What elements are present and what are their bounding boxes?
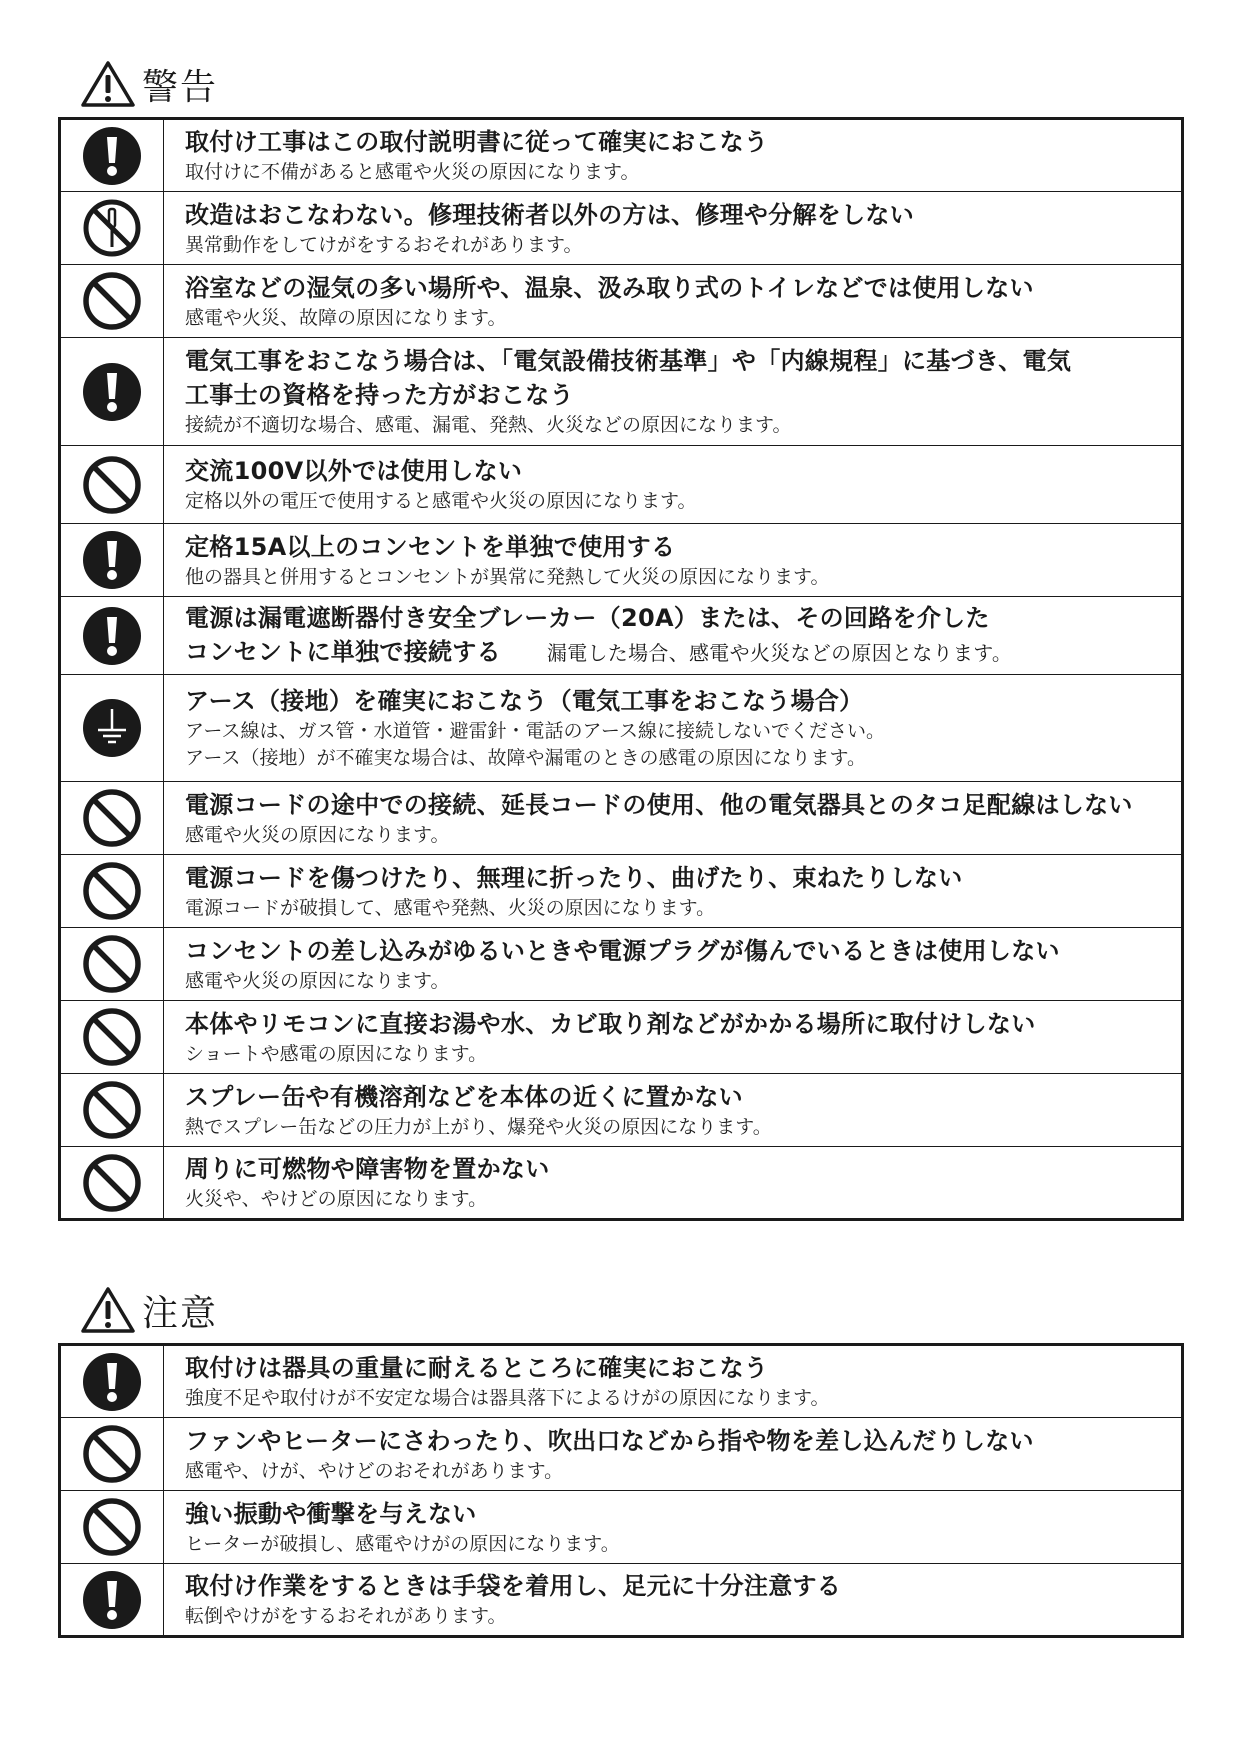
caution-text <box>164 1564 1183 1637</box>
caution-heading-line: 取付けは器具の重量に耐えるところに確実におこなう <box>185 1354 769 1382</box>
warning-heading-line: コンセントに単独で接続する 漏電した場合、感電や火災などの原因となります。 <box>185 638 1013 666</box>
warning-text <box>164 119 1183 192</box>
caution-table <box>58 1343 1184 1638</box>
warning-row <box>60 1147 1183 1220</box>
warning-row <box>60 928 1183 1001</box>
caution-heading-line: 強い振動や衝撃を与えない <box>185 1499 477 1528</box>
warning-heading-line: スプレー缶や有機溶剤などを本体の近くに置かない <box>185 1082 743 1111</box>
caution-heading-line: 取付け作業をするときは手袋を着用し、足元に十分注意する <box>185 1572 842 1600</box>
prohibited-icon <box>60 855 164 928</box>
warning-heading-line: 改造はおこなわない。修理技術者以外の方は、修理や分解をしない <box>185 200 914 229</box>
warning-heading-line: 本体やリモコンに直接お湯や水、カビ取り剤などがかかる場所に取付けしない <box>185 1009 1036 1038</box>
warning-note: 電源コードが破損して、感電や発熱、火災の原因になります。 <box>185 896 716 919</box>
mandatory-icon <box>60 119 164 192</box>
mandatory-icon <box>60 1564 164 1637</box>
warning-title: 警告 <box>142 66 219 108</box>
mandatory-icon <box>60 1345 164 1418</box>
warning-heading <box>80 54 218 114</box>
warning-heading-line: 浴室などの湿気の多い場所や、温泉、汲み取り式のトイレなどでは使用しない <box>185 273 1034 302</box>
warning-row <box>60 675 1183 782</box>
prohibited-icon <box>60 1074 164 1147</box>
warning-heading-line: アース（接地）を確実におこなう（電気工事をおこなう場合） <box>185 687 864 715</box>
warning-note: 定格以外の電圧で使用すると感電や火災の原因になります。 <box>185 490 697 512</box>
warning-row <box>60 192 1183 265</box>
warning-note: 他の器具と併用するとコンセントが異常に発熱して火災の原因になります。 <box>185 565 830 588</box>
warning-heading-line: コンセントの差し込みがゆるいときや電源プラグが傷んでいるときは使用しない <box>185 936 1060 965</box>
warning-row <box>60 524 1183 597</box>
warning-note: 異常動作をしてけがをするおそれがあります。 <box>185 233 583 256</box>
warning-row <box>60 597 1183 675</box>
warning-note: 取付けに不備があると感電や火災の原因になります。 <box>185 161 640 183</box>
warning-heading-line: 工事士の資格を持った方がおこなう <box>185 381 574 409</box>
warning-heading-line: 電源コードを傷つけたり、無理に折ったり、曲げたり、束ねたりしない <box>185 863 963 892</box>
warning-heading-line: 電源は漏電遮断器付き安全ブレーカー（20A）または、その回路を介した <box>185 604 990 632</box>
warning-text <box>164 338 1183 446</box>
warning-heading-line: 定格15A以上のコンセントを単独で使用する <box>185 532 676 561</box>
prohibited-icon <box>60 265 164 338</box>
warning-row <box>60 782 1183 855</box>
warning-row <box>60 338 1183 446</box>
warning-note: 感電や火災の原因になります。 <box>185 823 450 846</box>
caution-heading-line: ファンやヒーターにさわったり、吹出口などから指や物を差し込んだりしない <box>185 1426 1034 1455</box>
prohibited-icon <box>60 928 164 1001</box>
warning-text <box>164 446 1183 524</box>
warning-triangle-icon <box>80 59 136 109</box>
warning-text <box>164 265 1183 338</box>
warning-text <box>164 524 1183 597</box>
no-disassembly-icon <box>60 192 164 265</box>
warning-text <box>164 675 1183 782</box>
caution-triangle-icon <box>80 1285 136 1335</box>
caution-text <box>164 1345 1183 1418</box>
mandatory-icon <box>60 524 164 597</box>
mandatory-icon <box>60 597 164 675</box>
caution-note: 強度不足や取付けが不安定な場合は器具落下によるけがの原因になります。 <box>185 1387 830 1409</box>
warning-note: 火災や、やけどの原因になります。 <box>185 1188 488 1210</box>
warning-row <box>60 119 1183 192</box>
warning-note: ショートや感電の原因になります。 <box>185 1042 488 1065</box>
caution-row <box>60 1564 1183 1637</box>
warning-inline-note: 漏電した場合、感電や火災などの原因となります。 <box>546 641 1013 665</box>
caution-row <box>60 1491 1183 1564</box>
warning-note: 接続が不適切な場合、感電、漏電、発熱、火災などの原因になります。 <box>185 414 792 436</box>
warning-note: 感電や火災、故障の原因になります。 <box>185 306 507 329</box>
warning-text <box>164 597 1183 675</box>
prohibited-icon <box>60 1001 164 1074</box>
warning-row <box>60 1074 1183 1147</box>
warning-heading-line: 交流100V以外では使用しない <box>185 457 523 485</box>
warning-row <box>60 265 1183 338</box>
caution-note: 感電や、けが、やけどのおそれがあります。 <box>185 1459 564 1482</box>
warning-text <box>164 855 1183 928</box>
warning-heading-line: 取付け工事はこの取付説明書に従って確実におこなう <box>185 128 769 156</box>
warning-row <box>60 446 1183 524</box>
caution-title: 注意 <box>142 1292 219 1334</box>
warning-heading-line: 周りに可燃物や障害物を置かない <box>185 1155 550 1183</box>
caution-text <box>164 1491 1183 1564</box>
warning-note: 熱でスプレー缶などの圧力が上がり、爆発や火災の原因になります。 <box>185 1115 772 1138</box>
warning-text <box>164 192 1183 265</box>
ground-icon <box>60 675 164 782</box>
warning-note: 感電や火災の原因になります。 <box>185 969 450 992</box>
warning-text <box>164 1001 1183 1074</box>
prohibited-icon <box>60 782 164 855</box>
warning-text <box>164 1147 1183 1220</box>
prohibited-icon <box>60 1147 164 1220</box>
prohibited-icon <box>60 446 164 524</box>
warning-note: アース（接地）が不確実な場合は、故障や漏電のときの感電の原因になります。 <box>185 747 866 769</box>
prohibited-icon <box>60 1491 164 1564</box>
warning-table <box>58 117 1184 1221</box>
warning-text <box>164 782 1183 855</box>
caution-note: ヒーターが破損し、感電やけがの原因になります。 <box>185 1532 620 1555</box>
warning-row <box>60 855 1183 928</box>
prohibited-icon <box>60 1418 164 1491</box>
warning-note: アース線は、ガス管・水道管・避雷針・電話のアース線に接続しないでください。 <box>185 720 885 742</box>
warning-heading-line: 電気工事をおこなう場合は、「電気設備技術基準」や「内線規程」に基づき、電気 <box>185 347 1072 375</box>
caution-note: 転倒やけがをするおそれがあります。 <box>185 1605 507 1627</box>
mandatory-icon <box>60 338 164 446</box>
warning-heading-line: 電源コードの途中での接続、延長コードの使用、他の電気器具とのタコ足配線はしない <box>185 790 1133 819</box>
caution-row <box>60 1418 1183 1491</box>
warning-text <box>164 928 1183 1001</box>
warning-text <box>164 1074 1183 1147</box>
caution-text <box>164 1418 1183 1491</box>
caution-heading <box>80 1280 218 1340</box>
warning-row <box>60 1001 1183 1074</box>
caution-row <box>60 1345 1183 1418</box>
